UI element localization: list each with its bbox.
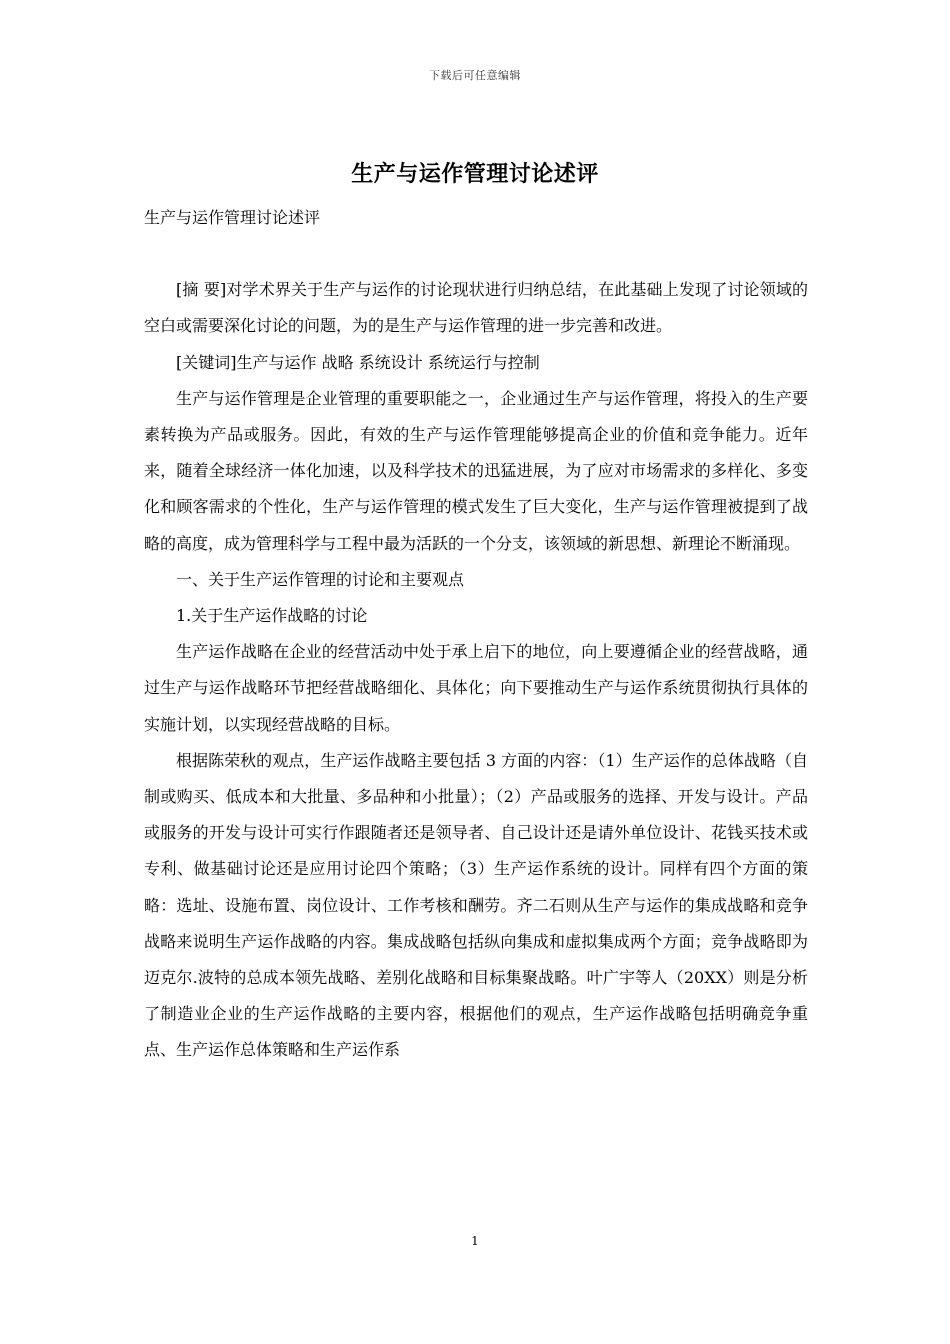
header-note: 下载后可任意编辑 <box>429 69 521 82</box>
keywords-paragraph: [关键词]生产与运作 战略 系统设计 系统运行与控制 <box>176 352 540 372</box>
intro-paragraph: 生产与运作管理是企业管理的重要职能之一，企业通过生产与运作管理，将投入的生产要素转换为产品或服务。因此，有效的生产与运作管理能够提高企业的价值和竞争能力。近年来，随着全球经济一体化加速，以及科学技术的迅猛进展，为了应对市场需求的多样化、多变化和顾客需求的个性化，生产与运作管理的模式发生了巨大变化，生产与运作管理被提到了战略的高度，成为管理科学与工程中最为活跃的一个分支，该领域的新思想、新理论不断涌现。 <box>144 388 808 553</box>
document-subtitle: 生产与运作管理讨论述评 <box>144 208 321 227</box>
strategy-paragraph: 生产运作战略在企业的经营活动中处于承上启下的地位，向上要遵循企业的经营战略，通过生产与运作战略环节把经营战略细化、具体化；向下要推动生产与运作系统贯彻执行具体的实施计划，以实现经营战略的目标。 <box>144 642 808 734</box>
page-number: 1 <box>471 1234 479 1248</box>
abstract-paragraph: [摘 要]对学术界关于生产与运作的讨论现状进行归纳总结，在此基础上发现了讨论领域的空白或需要深化讨论的问题，为的是生产与运作管理的进一步完善和改进。 <box>144 280 808 336</box>
subsection-heading: 1.关于生产运作战略的讨论 <box>176 606 368 626</box>
document-body <box>144 200 808 1069</box>
views-paragraph: 根据陈荣秋的观点，生产运作战略主要包括 3 方面的内容：（1）生产运作的总体战略（自制或购买、低成本和大批量、多品种和小批量）；（2）产品或服务的选择、开发与设计。产品或服务的开发与设计可实行作跟随者还是领导者、自己设计还是请外单位设计、花钱买技术或专利、做基础讨论还是应用讨论四个策略；（3）生产运作系统的设计。同样有四个方面的策略：选址、设施布置、岗位设计、工作考核和酬劳。齐二石则从生产与运作的集成战略和竞争战略来说明生产运作战略的内容。集成战略包括纵向集成和虚拟集成两个方面；竞争战略即为迈克尔.波特的总成本领先战略、差别化战略和目标集聚战略。叶广宇等人（20XX）则是分析了制造业企业的生产运作战略的主要内容，根据他们的观点，生产运作战略包括明确竞争重点、生产运作总体策略和生产运作系 <box>144 750 808 1060</box>
section-heading: 一、关于生产运作管理的讨论和主要观点 <box>176 569 465 589</box>
document-title: 生产与运作管理讨论述评 <box>351 161 599 187</box>
